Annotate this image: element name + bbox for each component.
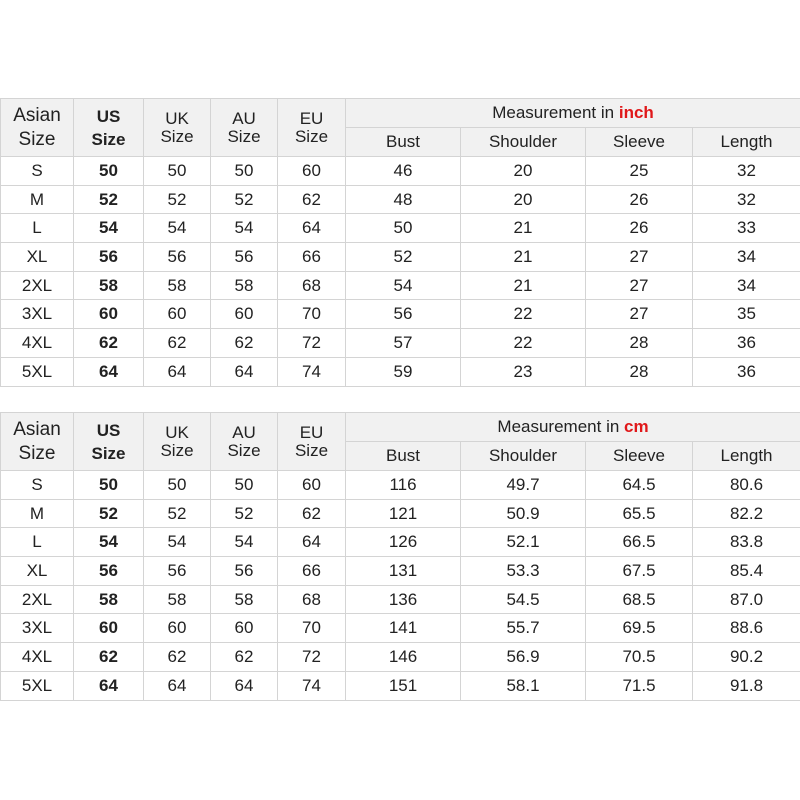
cell-uk: 62: [144, 643, 211, 672]
cell-uk: 56: [144, 557, 211, 586]
table-row: [1, 585, 800, 614]
size-chart-inch: [0, 98, 800, 387]
table-row: [1, 671, 800, 700]
cell-bust: 121: [346, 499, 461, 528]
cell-bust: 136: [346, 585, 461, 614]
cell-length: 34: [693, 271, 800, 300]
cell-asian: XL: [1, 243, 74, 272]
cell-uk: 60: [144, 300, 211, 329]
cell-us: 50: [74, 471, 144, 500]
cell-sleeve: 28: [586, 329, 693, 358]
cell-asian: 2XL: [1, 271, 74, 300]
cell-bust: 146: [346, 643, 461, 672]
table-row: [1, 643, 800, 672]
cell-asian: 3XL: [1, 614, 74, 643]
cell-shoulder: 58.1: [461, 671, 586, 700]
cell-us: 64: [74, 671, 144, 700]
cell-au: 60: [211, 614, 278, 643]
cell-sleeve: 71.5: [586, 671, 693, 700]
cell-eu: 72: [278, 329, 346, 358]
cell-au: 54: [211, 528, 278, 557]
cell-eu: 62: [278, 499, 346, 528]
cell-au: 62: [211, 643, 278, 672]
cell-au: 52: [211, 499, 278, 528]
col-header-length: Length: [693, 442, 800, 471]
cell-shoulder: 54.5: [461, 585, 586, 614]
table-row: [1, 329, 800, 358]
col-header-us-size: US Size: [74, 413, 144, 471]
cell-shoulder: 21: [461, 271, 586, 300]
cell-length: 32: [693, 157, 800, 186]
cell-asian: 5XL: [1, 671, 74, 700]
col-header-sleeve: Sleeve: [586, 442, 693, 471]
cell-us: 62: [74, 643, 144, 672]
cell-shoulder: 21: [461, 214, 586, 243]
cell-au: 50: [211, 471, 278, 500]
table-row: [1, 357, 800, 386]
cell-bust: 54: [346, 271, 461, 300]
cell-sleeve: 28: [586, 357, 693, 386]
cell-length: 85.4: [693, 557, 800, 586]
cell-bust: 57: [346, 329, 461, 358]
cell-sleeve: 65.5: [586, 499, 693, 528]
cell-length: 35: [693, 300, 800, 329]
col-header-au-size: AU Size: [211, 99, 278, 157]
cell-au: 64: [211, 357, 278, 386]
cell-uk: 50: [144, 157, 211, 186]
col-header-eu-size: EU Size: [278, 413, 346, 471]
table-row: [1, 614, 800, 643]
cell-au: 54: [211, 214, 278, 243]
cell-au: 64: [211, 671, 278, 700]
table-row: [1, 157, 800, 186]
header-row-top: [1, 413, 800, 442]
cell-eu: 70: [278, 614, 346, 643]
table-row: [1, 214, 800, 243]
cell-eu: 64: [278, 214, 346, 243]
col-header-length: Length: [693, 128, 800, 157]
cell-asian: S: [1, 471, 74, 500]
cell-bust: 141: [346, 614, 461, 643]
cell-eu: 72: [278, 643, 346, 672]
cell-shoulder: 53.3: [461, 557, 586, 586]
cell-shoulder: 23: [461, 357, 586, 386]
cell-bust: 151: [346, 671, 461, 700]
cell-eu: 70: [278, 300, 346, 329]
cell-asian: 2XL: [1, 585, 74, 614]
cell-asian: L: [1, 214, 74, 243]
cell-asian: 4XL: [1, 643, 74, 672]
measurement-title-inch: Measurement in inch: [346, 99, 800, 128]
cell-uk: 56: [144, 243, 211, 272]
cell-sleeve: 69.5: [586, 614, 693, 643]
cell-shoulder: 55.7: [461, 614, 586, 643]
cell-bust: 126: [346, 528, 461, 557]
cell-uk: 62: [144, 329, 211, 358]
cell-length: 87.0: [693, 585, 800, 614]
col-header-shoulder: Shoulder: [461, 128, 586, 157]
table-row: [1, 300, 800, 329]
cell-length: 32: [693, 185, 800, 214]
table-row: [1, 528, 800, 557]
cell-sleeve: 27: [586, 243, 693, 272]
cell-sleeve: 70.5: [586, 643, 693, 672]
table-row: [1, 471, 800, 500]
cell-sleeve: 26: [586, 214, 693, 243]
cell-sleeve: 68.5: [586, 585, 693, 614]
cell-uk: 64: [144, 357, 211, 386]
cell-asian: 5XL: [1, 357, 74, 386]
cell-shoulder: 21: [461, 243, 586, 272]
cell-shoulder: 56.9: [461, 643, 586, 672]
size-table-inch: [0, 98, 800, 387]
cell-eu: 62: [278, 185, 346, 214]
cell-length: 33: [693, 214, 800, 243]
col-header-asian-size: Asian Size: [1, 413, 74, 471]
cell-length: 36: [693, 357, 800, 386]
col-header-uk-size: UK Size: [144, 99, 211, 157]
cell-us: 54: [74, 528, 144, 557]
cell-eu: 74: [278, 671, 346, 700]
cell-au: 52: [211, 185, 278, 214]
size-chart-cm: [0, 412, 800, 701]
cell-uk: 54: [144, 214, 211, 243]
col-header-sleeve: Sleeve: [586, 128, 693, 157]
cell-shoulder: 52.1: [461, 528, 586, 557]
cell-us: 60: [74, 300, 144, 329]
cell-length: 91.8: [693, 671, 800, 700]
table-row: [1, 271, 800, 300]
col-header-bust: Bust: [346, 128, 461, 157]
cell-length: 88.6: [693, 614, 800, 643]
cell-bust: 50: [346, 214, 461, 243]
cell-bust: 131: [346, 557, 461, 586]
cell-us: 50: [74, 157, 144, 186]
cell-shoulder: 50.9: [461, 499, 586, 528]
cell-uk: 52: [144, 185, 211, 214]
cell-uk: 58: [144, 271, 211, 300]
cell-eu: 66: [278, 557, 346, 586]
cell-uk: 54: [144, 528, 211, 557]
cell-asian: XL: [1, 557, 74, 586]
cell-us: 58: [74, 585, 144, 614]
cell-sleeve: 66.5: [586, 528, 693, 557]
cell-uk: 50: [144, 471, 211, 500]
cell-bust: 46: [346, 157, 461, 186]
cell-uk: 60: [144, 614, 211, 643]
table-row: [1, 557, 800, 586]
cell-us: 64: [74, 357, 144, 386]
cell-bust: 116: [346, 471, 461, 500]
size-table-cm: [0, 412, 800, 701]
cell-shoulder: 20: [461, 157, 586, 186]
cell-au: 60: [211, 300, 278, 329]
cell-sleeve: 27: [586, 271, 693, 300]
cell-uk: 52: [144, 499, 211, 528]
table-body-inch: [1, 157, 800, 387]
cell-bust: 56: [346, 300, 461, 329]
cell-shoulder: 49.7: [461, 471, 586, 500]
table-row: [1, 499, 800, 528]
cell-bust: 59: [346, 357, 461, 386]
cell-eu: 68: [278, 271, 346, 300]
cell-shoulder: 22: [461, 300, 586, 329]
cell-asian: L: [1, 528, 74, 557]
cell-asian: M: [1, 499, 74, 528]
cell-asian: 4XL: [1, 329, 74, 358]
cell-shoulder: 20: [461, 185, 586, 214]
cell-us: 52: [74, 185, 144, 214]
cell-au: 58: [211, 585, 278, 614]
cell-us: 52: [74, 499, 144, 528]
cell-sleeve: 67.5: [586, 557, 693, 586]
cell-length: 34: [693, 243, 800, 272]
cell-au: 56: [211, 243, 278, 272]
cell-length: 90.2: [693, 643, 800, 672]
cell-us: 60: [74, 614, 144, 643]
cell-bust: 52: [346, 243, 461, 272]
cell-shoulder: 22: [461, 329, 586, 358]
cell-au: 56: [211, 557, 278, 586]
col-header-bust: Bust: [346, 442, 461, 471]
col-header-au-size: AU Size: [211, 413, 278, 471]
col-header-shoulder: Shoulder: [461, 442, 586, 471]
cell-eu: 60: [278, 157, 346, 186]
cell-sleeve: 27: [586, 300, 693, 329]
cell-bust: 48: [346, 185, 461, 214]
cell-eu: 60: [278, 471, 346, 500]
cell-sleeve: 26: [586, 185, 693, 214]
cell-length: 80.6: [693, 471, 800, 500]
cell-us: 56: [74, 243, 144, 272]
unit-label: inch: [618, 103, 654, 122]
unit-label: cm: [624, 417, 649, 436]
table-body-cm: [1, 471, 800, 701]
cell-au: 50: [211, 157, 278, 186]
cell-us: 62: [74, 329, 144, 358]
cell-au: 58: [211, 271, 278, 300]
measurement-title-cm: Measurement in cm: [346, 413, 800, 442]
cell-eu: 64: [278, 528, 346, 557]
col-header-asian-size: Asian Size: [1, 99, 74, 157]
cell-eu: 66: [278, 243, 346, 272]
cell-sleeve: 25: [586, 157, 693, 186]
cell-asian: M: [1, 185, 74, 214]
col-header-us-size: US Size: [74, 99, 144, 157]
col-header-uk-size: UK Size: [144, 413, 211, 471]
cell-us: 58: [74, 271, 144, 300]
cell-length: 82.2: [693, 499, 800, 528]
cell-uk: 64: [144, 671, 211, 700]
cell-au: 62: [211, 329, 278, 358]
cell-eu: 74: [278, 357, 346, 386]
cell-uk: 58: [144, 585, 211, 614]
table-row: [1, 243, 800, 272]
table-row: [1, 185, 800, 214]
cell-length: 83.8: [693, 528, 800, 557]
cell-length: 36: [693, 329, 800, 358]
cell-us: 54: [74, 214, 144, 243]
cell-asian: 3XL: [1, 300, 74, 329]
cell-asian: S: [1, 157, 74, 186]
cell-eu: 68: [278, 585, 346, 614]
header-row-top: [1, 99, 800, 128]
cell-us: 56: [74, 557, 144, 586]
col-header-eu-size: EU Size: [278, 99, 346, 157]
cell-sleeve: 64.5: [586, 471, 693, 500]
